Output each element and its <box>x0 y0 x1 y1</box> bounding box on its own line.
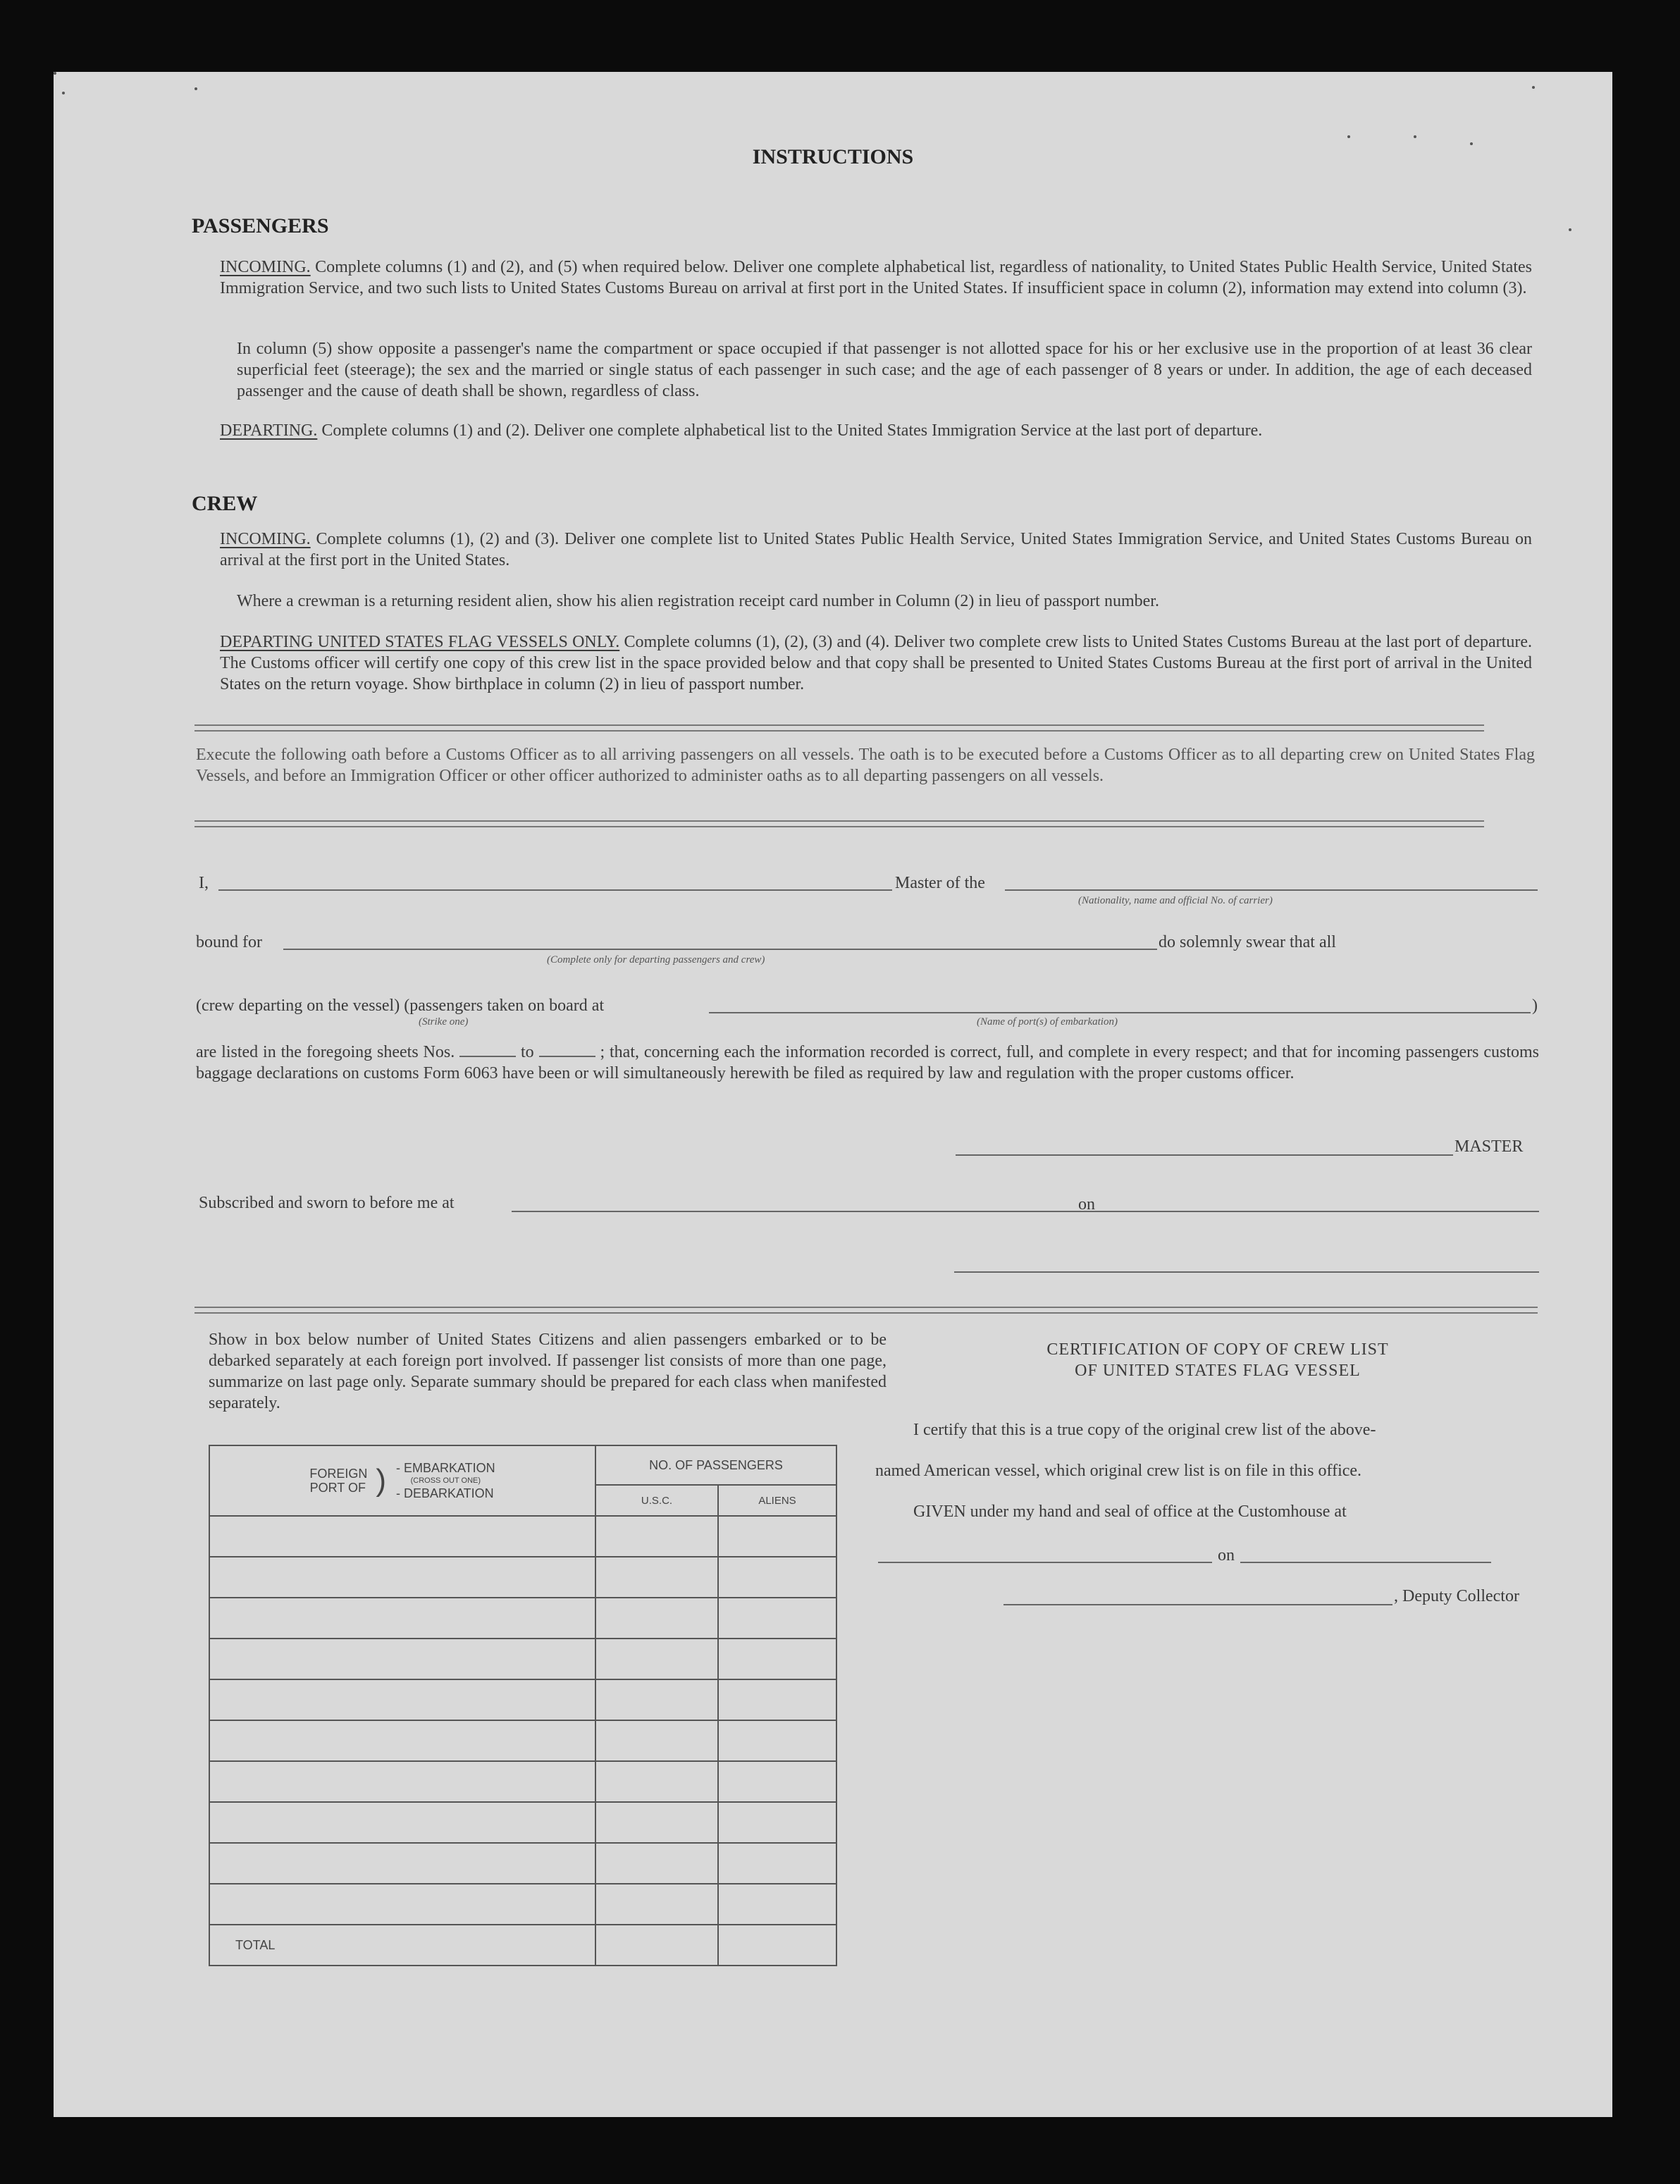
master-label: MASTER <box>1454 1137 1524 1156</box>
divider <box>194 820 1484 827</box>
strike-one-caption: (Strike one) <box>419 1016 469 1028</box>
passenger-summary-table <box>209 1445 837 1966</box>
subscribed-place-field[interactable] <box>512 1211 1120 1212</box>
usc-header: U.S.C. <box>595 1485 718 1516</box>
total-usc-cell[interactable] <box>595 1925 718 1966</box>
port-cell[interactable] <box>209 1802 595 1843</box>
certification-title-1: CERTIFICATION OF COPY OF CREW LIST <box>1046 1340 1389 1359</box>
usc-cell[interactable] <box>595 1639 718 1679</box>
usc-cell[interactable] <box>595 1557 718 1598</box>
aliens-cell[interactable] <box>718 1761 836 1802</box>
crew-incoming-label: INCOMING. <box>220 530 311 548</box>
form-sheet <box>54 72 1612 2117</box>
crew-incoming <box>220 529 1532 571</box>
scan-speck <box>194 87 197 90</box>
oath-instruction: Execute the following oath before a Customs Officer as to all arriving passengers on all vessels. The oath is to be executed before a Customs Officer as to all departing crew on United States Flag Vessels, and before an Immigration Officer or other officer authorized to administer oaths as to all departing passengers on all vessels. <box>196 746 1535 785</box>
master-signature-field[interactable] <box>956 1154 1453 1156</box>
passengers-incoming <box>220 257 1532 299</box>
aliens-cell[interactable] <box>718 1843 836 1884</box>
certification-title-2: OF UNITED STATES FLAG VESSEL <box>1075 1362 1361 1380</box>
port-cell[interactable] <box>209 1761 595 1802</box>
aliens-cell[interactable] <box>718 1720 836 1761</box>
listed-text-b: ; that, concerning each the information recorded is correct, full, and complete in every respect; and that for incoming passengers customs baggage declarations on customs Form 6063 have been or will simultaneously herewith be filed as required by law and regulation with the proper customs officer. <box>196 1043 1540 1082</box>
scan-speck <box>62 92 65 94</box>
oath-i: I, <box>199 874 209 892</box>
scan-speck <box>1347 135 1350 138</box>
usc-cell[interactable] <box>595 1598 718 1639</box>
subscribed-on: on <box>1078 1195 1095 1214</box>
usc-cell[interactable] <box>595 1720 718 1761</box>
subscribed-date-field[interactable] <box>1105 1211 1539 1212</box>
scan-speck <box>1569 228 1571 231</box>
sheet-to-field[interactable] <box>539 1056 595 1057</box>
bound-for-field[interactable] <box>283 949 1157 950</box>
usc-cell[interactable] <box>595 1802 718 1843</box>
listed-to: to <box>521 1043 534 1061</box>
aliens-cell[interactable] <box>718 1802 836 1843</box>
port-cell[interactable] <box>209 1557 595 1598</box>
certify-line-1: I certify that this is a true copy of the original crew list of the above- <box>913 1421 1376 1439</box>
foreign-port-of-label: FOREIGN PORT OF <box>309 1467 368 1495</box>
divider <box>194 1307 1538 1314</box>
nationality-caption: (Nationality, name and official No. of carrier) <box>1078 895 1273 906</box>
aliens-cell[interactable] <box>718 1639 836 1679</box>
aliens-cell[interactable] <box>718 1516 836 1557</box>
aliens-cell[interactable] <box>718 1679 836 1720</box>
passengers-departing <box>220 420 1532 441</box>
port-cell[interactable] <box>209 1598 595 1639</box>
usc-cell[interactable] <box>595 1761 718 1802</box>
passengers-departing-text: Complete columns (1) and (2). Deliver one complete alphabetical list to the United States Immigration Service at the last port of departure. <box>321 421 1263 440</box>
aliens-cell[interactable] <box>718 1598 836 1639</box>
passengers-heading: PASSENGERS <box>192 214 329 237</box>
subscribed-label: Subscribed and sworn to before me at <box>199 1194 455 1212</box>
port-cell[interactable] <box>209 1679 595 1720</box>
cross-out-label: (CROSS OUT ONE) <box>410 1476 481 1485</box>
bound-caption: (Complete only for departing passengers and crew) <box>547 954 765 965</box>
embarkation-label: - EMBARKATION <box>395 1461 495 1475</box>
certification-date-field[interactable] <box>1240 1562 1491 1563</box>
oath-master-of: Master of the <box>895 874 985 892</box>
no-of-passengers-header: NO. OF PASSENGERS <box>595 1445 836 1485</box>
port-header-cell <box>209 1445 595 1516</box>
sheet-from-field[interactable] <box>459 1056 516 1057</box>
aliens-cell[interactable] <box>718 1884 836 1925</box>
oath-crew-departing: (crew departing on the vessel) (passengers taken on board at <box>196 997 605 1015</box>
brace-icon: ) <box>376 1463 386 1498</box>
oath-bound-for: bound for <box>196 933 262 951</box>
port-cell[interactable] <box>209 1843 595 1884</box>
aliens-cell[interactable] <box>718 1557 836 1598</box>
total-aliens-cell[interactable] <box>718 1925 836 1966</box>
port-cell[interactable] <box>209 1516 595 1557</box>
port-cell[interactable] <box>209 1720 595 1761</box>
listed-text-a: are listed in the foregoing sheets Nos. <box>196 1043 455 1061</box>
customhouse-field[interactable] <box>878 1562 1212 1563</box>
scan-speck <box>1470 142 1473 145</box>
usc-cell[interactable] <box>595 1516 718 1557</box>
passengers-departing-label: DEPARTING. <box>220 421 318 440</box>
passengers-incoming-text: Complete columns (1) and (2), and (5) when required below. Deliver one complete alphabetical list, regardless of nationality, to United States Public Health Service, United States Immigration Service, and two such lists to United States Customs Bureau on arrival at first port in the United States. If insufficient space in column (2), information may extend into column (3). <box>220 258 1532 297</box>
crew-departing-label: DEPARTING UNITED STATES FLAG VESSELS ONLY. <box>220 633 620 651</box>
passengers-incoming-label: INCOMING. <box>220 258 311 276</box>
crew-heading: CREW <box>192 492 258 515</box>
ports-caption: (Name of port(s) of embarkation) <box>977 1016 1118 1028</box>
aliens-header: ALIENS <box>718 1485 836 1516</box>
passengers-column5: In column (5) show opposite a passenger's name the compartment or space occupied if that passenger is not allotted space for his or her exclusive use in the proportion of at least 36 clear superficial feet (steerage); the sex and the married or single status of each passenger in such case; and the age of each passenger of 8 years or under. In addition, the age of each deceased passenger and the cause of death shall be shown, regardless of class. <box>237 340 1532 400</box>
usc-cell[interactable] <box>595 1843 718 1884</box>
total-label: TOTAL <box>209 1925 595 1966</box>
crew-departing <box>220 631 1532 695</box>
summary-instruction: Show in box below number of United States Citizens and alien passengers embarked or to be debarked separately at each foreign port involved. If passenger list consists of more than one page, summarize on last page only. Separate summary should be prepared for each class when manifested separately. <box>209 1331 887 1412</box>
certify-line-2: named American vessel, which original crew list is on file in this office. <box>875 1462 1362 1480</box>
deputy-signature-field[interactable] <box>1003 1604 1392 1605</box>
usc-cell[interactable] <box>595 1884 718 1925</box>
usc-cell[interactable] <box>595 1679 718 1720</box>
port-cell[interactable] <box>209 1639 595 1679</box>
port-cell[interactable] <box>209 1884 595 1925</box>
oath-swear: do solemnly swear that all <box>1159 933 1336 951</box>
crew-incoming-text: Complete columns (1), (2) and (3). Deliver one complete list to United States Public Health Service, United States Immigration Service, and United States Customs Bureau on arrival at the first port in the United States. <box>220 530 1532 569</box>
certification-on: on <box>1218 1546 1235 1565</box>
ports-field[interactable] <box>709 1012 1531 1013</box>
divider <box>194 724 1484 732</box>
given-line: GIVEN under my hand and seal of office at the Customhouse at <box>913 1503 1347 1521</box>
oath-close-paren: ) <box>1532 997 1538 1015</box>
debarkation-label: - DEBARKATION <box>395 1486 494 1500</box>
scan-speck <box>1414 135 1416 138</box>
crew-departing-text: Complete columns (1), (2), (3) and (4). Deliver two complete crew lists to United States Customs Bureau at the last port of departure. The Customs officer will certify one copy of this crew list in the space provided below and that copy shall be presented to United States Customs Bureau at the first port of arrival in the United States on the return voyage. Show birthplace in column (2) in lieu of passport number. <box>220 633 1532 693</box>
master-name-field[interactable] <box>218 889 892 891</box>
officer-signature-field[interactable] <box>954 1271 1539 1273</box>
crew-resident: Where a crewman is a returning resident alien, show his alien registration receipt card number in Column (2) in lieu of passport number. <box>237 592 1159 610</box>
page-title: INSTRUCTIONS <box>752 145 914 168</box>
carrier-field[interactable] <box>1005 889 1538 891</box>
scan-speck <box>54 72 56 75</box>
oath-listed <box>196 1042 1539 1084</box>
deputy-collector-label: , Deputy Collector <box>1394 1587 1519 1605</box>
scan-speck <box>1532 86 1535 89</box>
